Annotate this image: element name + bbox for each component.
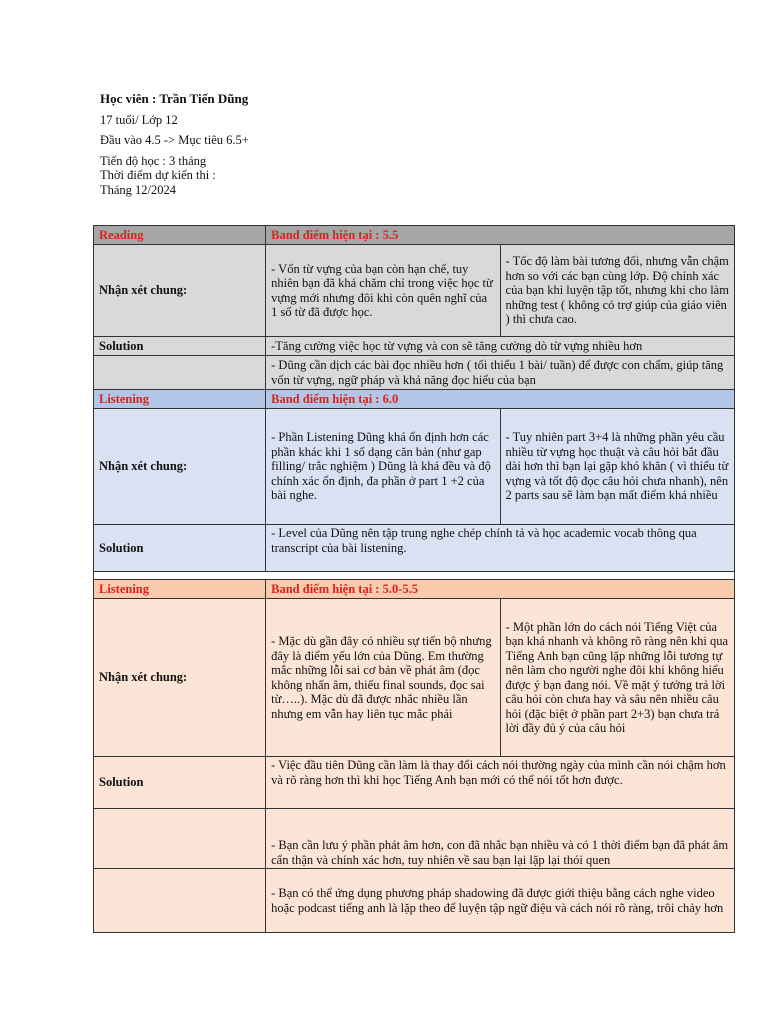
exam-time: Tháng 12/2024 (100, 182, 177, 197)
listening-band: Band điểm hiện tại : 6.0 (266, 390, 735, 409)
section-spacer (94, 572, 735, 580)
speaking-solution-empty-2 (94, 869, 266, 933)
speaking-solution-empty-1 (94, 809, 266, 869)
reading-band: Band điểm hiện tại : 5.5 (266, 226, 735, 245)
listening-comment-1: - Phần Listening Dũng khá ổn định hơn các phần khác khi 1 số dạng căn bản (như gap filling/ trắc nghiệm ) Dũng là khá đều và độ chính xác ổn định, đa phần ở part 1 +2 của bài nghe. (266, 409, 500, 525)
reading-section (94, 226, 735, 390)
speaking-solution-label: Solution (94, 757, 266, 809)
student-age-class: 17 tuổi/ Lớp 12 (100, 112, 178, 127)
student-info (100, 92, 300, 197)
speaking-title: Listening (94, 580, 266, 599)
study-plan-table (93, 225, 735, 933)
reading-comment-1: - Vốn từ vựng của bạn còn hạn chế, tuy nhiên bạn đã khá chăm chỉ trong việc học từ vựng mới nhưng đôi khi còn quên nghĩ của 1 số từ đã được học. (266, 245, 500, 337)
speaking-section (94, 580, 735, 933)
speaking-comment-1: - Mặc dù gần đây có nhiều sự tiến bộ nhưng đây là điểm yếu lớn của Dũng. Em thường mắc những lỗi sai cơ bản về phát âm (đọc không nhấn âm, thiếu final sounds, đọc sai từ…..). Mặc dù đã được nhắc nhiều lần nhưng em vẫn hay liên tục mắc phải (266, 599, 500, 757)
reading-comment-label: Nhận xét chung: (94, 245, 266, 337)
listening-comment-2: - Tuy nhiên part 3+4 là những phần yêu cầu nhiều từ vựng học thuật và câu hỏi bắt đầu dài hơn thì bạn lại gặp khó khăn ( vì thiếu từ vựng và tốt độ đọc câu hỏi chưa nhanh), nên 2 parts sau sẽ làm bạn mất điểm khá nhiều (500, 409, 734, 525)
speaking-solution-3: - Bạn có thể ứng dụng phương pháp shadowing đã được giới thiệu bằng cách nghe video hoặc podcast tiếng anh là lặp theo để luyện tập ngữ điệu và cách nói rõ ràng, trôi chảy hơn (266, 869, 735, 933)
listening-solution-label: Solution (94, 525, 266, 572)
listening-section (94, 390, 735, 580)
reading-solution-2: - Dũng cần dịch các bài đọc nhiều hơn ( tối thiểu 1 bài/ tuần) để được con chấm, giúp tăng vốn từ vựng, ngữ pháp và khả năng đọc hiểu của bạn (266, 356, 735, 390)
listening-title: Listening (94, 390, 266, 409)
listening-solution-1: - Level của Dũng nên tập trung nghe chép chính tả và học academic vocab thông qua transcript của bài listening. (266, 525, 735, 572)
listening-comment-label: Nhận xét chung: (94, 409, 266, 525)
speaking-solution-1: - Việc đầu tiên Dũng cần làm là thay đổi cách nói thường ngày của mình cần nói chậm hơn và rõ ràng hơn thì khi học Tiếng Anh bạn mới có thể nói tốt hơn được. (266, 757, 735, 809)
speaking-solution-2: - Bạn cần lưu ý phần phát âm hơn, con đã nhắc bạn nhiều và có 1 thời điểm bạn đã phát âm cẩn thận và chính xác hơn, tuy nhiên về sau bạn lại lặp lại thói quen (266, 809, 735, 869)
exam-time-label: Thời điểm dự kiến thi : (100, 168, 216, 182)
reading-solution-label: Solution (94, 337, 266, 356)
reading-comment-2: - Tốc độ làm bài tương đối, nhưng vẫn chậm hơn so với các bạn cùng lớp. Độ chính xác của bạn khi luyện tập tốt, nhưng khi cho làm những test ( không có trợ giúp của giáo viên ) thì chưa cao. (500, 245, 734, 337)
student-name: Học viên : Trần Tiến Dũng (100, 91, 249, 106)
speaking-band: Band điểm hiện tại : 5.0-5.5 (266, 580, 735, 599)
reading-solution-empty (94, 356, 266, 390)
reading-title: Reading (94, 226, 266, 245)
student-entry-target: Đầu vào 4.5 -> Mục tiêu 6.5+ (100, 133, 249, 147)
study-duration: Tiến độ học : 3 tháng (100, 153, 207, 168)
speaking-comment-2: - Một phần lớn do cách nói Tiếng Việt của bạn khá nhanh và không rõ ràng nên khi qua Tiếng Anh bạn cũng lặp những lỗi tương tự nên làm cho người nghe đôi khi không hiểu được ý bạn đang nói. Về mặt ý tưởng trả lời câu hỏi còn chưa hay và sâu nên nhiều câu hỏi (đặc biệt ở phần part 2+3) bạn chưa trả lời đầy đủ ý của câu hỏi (500, 599, 734, 757)
speaking-comment-label: Nhận xét chung: (94, 599, 266, 757)
reading-solution-1: -Tăng cường việc học từ vựng và con sẽ tăng cường dò từ vựng nhiều hơn (266, 337, 735, 356)
